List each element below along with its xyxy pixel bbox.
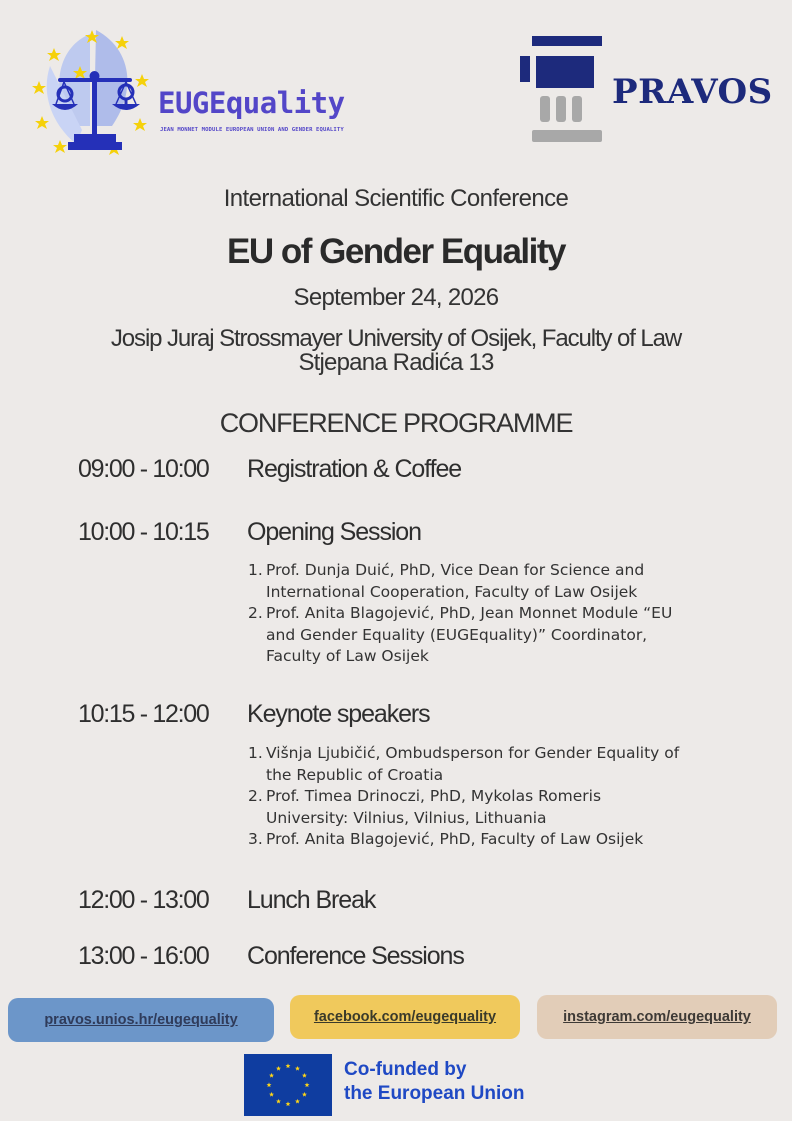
list-line: Prof. Anita Blagojević, PhD, Faculty of Law Osijek	[266, 830, 644, 849]
session-time: 09:00 - 10:00	[78, 455, 209, 483]
list-number: 2.	[248, 787, 263, 806]
session-time: 10:00 - 10:15	[78, 518, 209, 546]
eu-cofunded-line2: the European Union	[344, 1083, 525, 1104]
conference-date: September 24, 2026	[293, 284, 499, 311]
programme-heading: CONFERENCE PROGRAMME	[219, 408, 573, 438]
eugequality-wordmark: EUGEquality	[158, 86, 345, 120]
eu-flag-icon	[244, 1054, 332, 1116]
eu-cofunded-line1: Co-funded by	[344, 1059, 467, 1080]
conference-type: International Scientific Conference	[223, 185, 569, 212]
pravos-wordmark: PRAVOS	[612, 72, 773, 112]
list-item	[248, 743, 728, 786]
list-line: Faculty of Law Osijek	[266, 647, 429, 666]
list-number: 1.	[248, 561, 263, 579]
list-line: and Gender Equality (EUGEquality)” Coordinator,	[266, 625, 648, 644]
session-title: Conference Sessions	[247, 942, 464, 970]
list-item	[248, 560, 728, 603]
list-number: 1.	[248, 744, 263, 762]
conference-address: Stjepana Radića 13	[298, 349, 494, 376]
list-line: the Republic of Croatia	[266, 765, 444, 784]
opening-session-list	[248, 560, 728, 668]
list-line: Prof. Dunja Duić, PhD, Vice Dean for Science and	[266, 561, 645, 579]
keynote-list	[248, 743, 728, 851]
session-title: Lunch Break	[247, 886, 376, 914]
list-item	[248, 603, 728, 668]
list-line: International Cooperation, Faculty of Law Osijek	[266, 582, 638, 601]
session-time: 10:15 - 12:00	[78, 700, 209, 728]
list-number: 3.	[248, 830, 263, 849]
session-time: 13:00 - 16:00	[78, 942, 209, 970]
instagram-link[interactable]: instagram.com/eugequality	[537, 995, 777, 1039]
eugequality-tagline: JEAN MONNET MODULE EUROPEAN UNION AND GENDER EQUALITY	[160, 127, 344, 133]
session-title: Opening Session	[247, 518, 421, 546]
conference-venue: Josip Juraj Strossmayer University of Osijek, Faculty of Law	[110, 325, 682, 352]
list-line: Prof. Timea Drinoczi, PhD, Mykolas Romeris	[266, 787, 602, 806]
list-item	[248, 829, 728, 851]
pravos-column-icon	[518, 34, 606, 146]
list-item	[248, 786, 728, 829]
facebook-link[interactable]: facebook.com/eugequality	[290, 995, 520, 1039]
website-link[interactable]: pravos.unios.hr/eugequality	[8, 998, 274, 1042]
list-line: University: Vilnius, Vilnius, Lithuania	[266, 808, 547, 827]
session-title: Keynote speakers	[247, 700, 430, 728]
list-line: Višnja Ljubičić, Ombudsperson for Gender Equality of	[266, 744, 680, 762]
list-number: 2.	[248, 604, 263, 623]
list-line: Prof. Anita Blagojević, PhD, Jean Monnet Module “EU	[266, 604, 673, 623]
eu-cofunded-text	[344, 1058, 525, 1106]
eugequality-scales-logo	[30, 26, 160, 156]
conference-title: EU of Gender Equality	[227, 232, 565, 271]
session-time: 12:00 - 13:00	[78, 886, 209, 914]
session-title: Registration & Coffee	[247, 455, 462, 483]
